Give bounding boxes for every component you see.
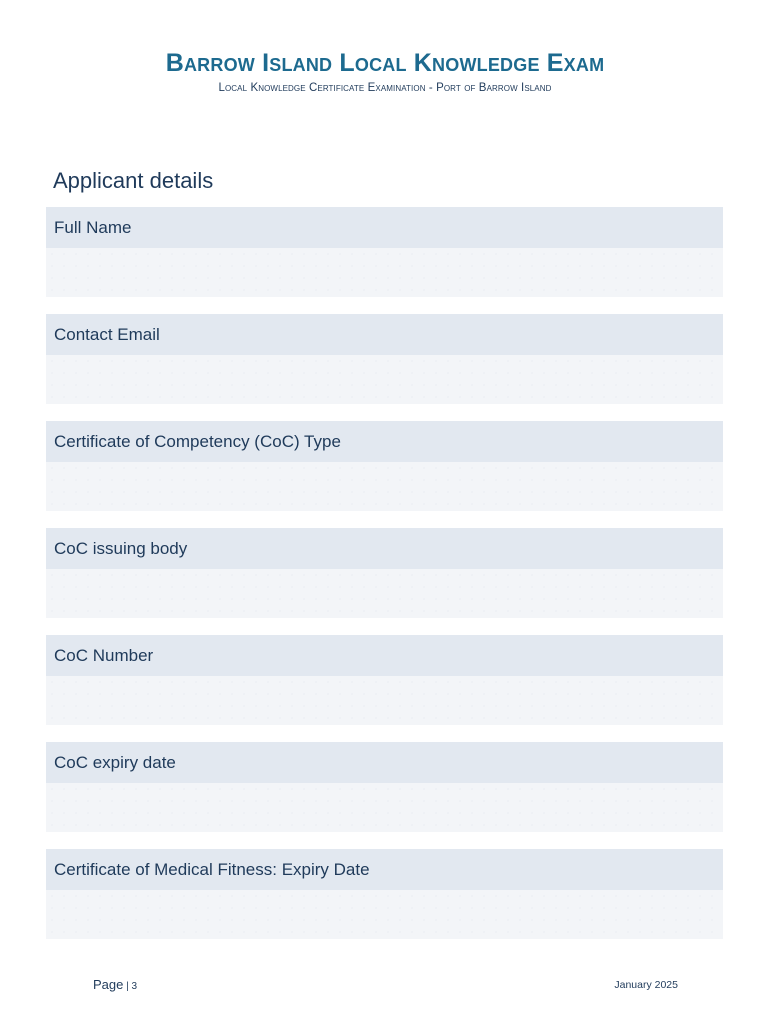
- full-name-input[interactable]: [46, 248, 723, 297]
- field-coc-number: [46, 635, 723, 725]
- field-label: Contact Email: [46, 314, 723, 355]
- field-coc-type: [46, 421, 723, 511]
- page-label: Page: [93, 977, 124, 992]
- field-contact-email: [46, 314, 723, 404]
- field-coc-issuing-body: [46, 528, 723, 618]
- page-separator: |: [123, 981, 132, 992]
- field-coc-expiry-date: [46, 742, 723, 832]
- field-label: CoC Number: [46, 635, 723, 676]
- field-full-name: [46, 207, 723, 297]
- field-label: CoC expiry date: [46, 742, 723, 783]
- page-number: 3: [131, 981, 138, 992]
- coc-issuing-body-input[interactable]: [46, 569, 723, 618]
- document-subtitle: Local Knowledge Certificate Examination - Port of Barrow Island: [218, 82, 552, 94]
- document-header: [0, 48, 770, 94]
- document-title: Barrow Island Local Knowledge Exam: [165, 49, 605, 77]
- field-label: Full Name: [46, 207, 723, 248]
- coc-expiry-date-input[interactable]: [46, 783, 723, 832]
- field-label: Certificate of Competency (CoC) Type: [46, 421, 723, 462]
- coc-number-input[interactable]: [46, 676, 723, 725]
- page-footer-number: [93, 977, 137, 992]
- footer-date: January 2025: [614, 979, 678, 991]
- field-medical-fitness-expiry: [46, 849, 723, 939]
- section-heading-applicant-details: Applicant details: [53, 168, 214, 193]
- field-label: CoC issuing body: [46, 528, 723, 569]
- medical-fitness-expiry-input[interactable]: [46, 890, 723, 939]
- applicant-form: [46, 207, 723, 956]
- coc-type-input[interactable]: [46, 462, 723, 511]
- contact-email-input[interactable]: [46, 355, 723, 404]
- field-label: Certificate of Medical Fitness: Expiry Date: [46, 849, 723, 890]
